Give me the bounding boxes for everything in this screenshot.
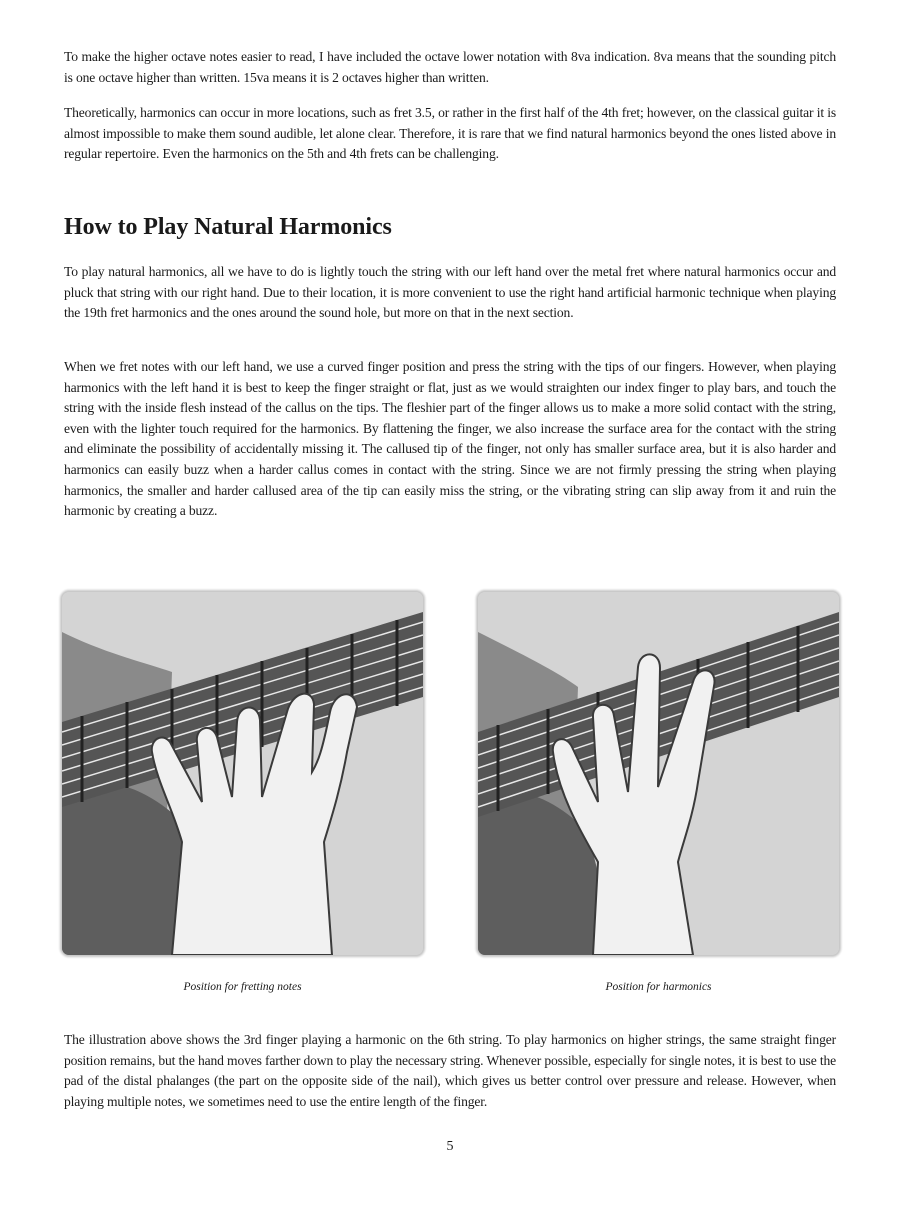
paragraph-illustration-note: The illustration above shows the 3rd finger playing a harmonic on the 6th string. To play harmonics on higher strings, the same straight finger position remains, but the hand moves farther down to play the necessary string. Whenever possible, especially for single notes, it is best to use the pad of the distal phalanges (the part on the opposite side of the nail), which gives us better control over pressure and release. However, when playing multiple notes, we sometimes need to use the entire length of the finger. <box>64 1032 836 1109</box>
caption-harmonics: Position for harmonics <box>605 981 712 993</box>
page-number: 5 <box>446 1139 454 1154</box>
caption-fretting: Position for fretting notes <box>183 981 302 993</box>
photo-harmonics-position <box>478 592 839 955</box>
photo-fretting-position <box>62 592 423 955</box>
paragraph-finger-technique: When we fret notes with our left hand, we use a curved finger position and press the string with the tips of our fingers. However, when playing harmonics with the left hand it is best to keep the finger straight or flat, just as we would straighten our index finger to play bars, and touch the string with the inside flesh instead of the callus on the tips. The fleshier part of the finger allows us to make a more solid contact with the string, even with the lighter touch required for the harmonics. By flattening the finger, we also increase the surface area for the contact with the string and eliminate the possibility of accidentally missing it. The callused tip of the finger, not only has smaller surface area, but it is also harder and harmonics can easily buzz when a harder callus comes in contact with the string. Since we are not firmly pressing the string when playing harmonics, the smaller and harder callused area of the tip can easily miss the string, or the vibrating string can slip away from it and ruin the harmonic by creating a buzz. <box>64 359 836 519</box>
paragraph-harmonic-locations: Theoretically, harmonics can occur in more locations, such as fret 3.5, or rather in the first half of the 4th fret; however, on the classical guitar it is almost impossible to make them sound audible, let alone clear. Therefore, it is rare that we find natural harmonics beyond the ones listed above in regular repertoire. Even the harmonics on the 5th and 4th frets can be challenging. <box>64 105 836 162</box>
paragraph-how-to-play: To play natural harmonics, all we have to do is lightly touch the string with our left hand over the metal fret where natural harmonics occur and pluck that string with our right hand. Due to their location, it is more convenient to use the right hand artificial harmonic technique when playing the 19th fret harmonics and the ones around the sound hole, but more on that in the next section. <box>64 264 836 321</box>
section-heading: How to Play Natural Harmonics <box>64 214 392 240</box>
paragraph-octave-notation: To make the higher octave notes easier to read, I have included the octave lower notation with 8va indication. 8va means that the sounding pitch is one octave higher than written. 15va means it is 2 octaves higher than written. <box>64 49 836 85</box>
